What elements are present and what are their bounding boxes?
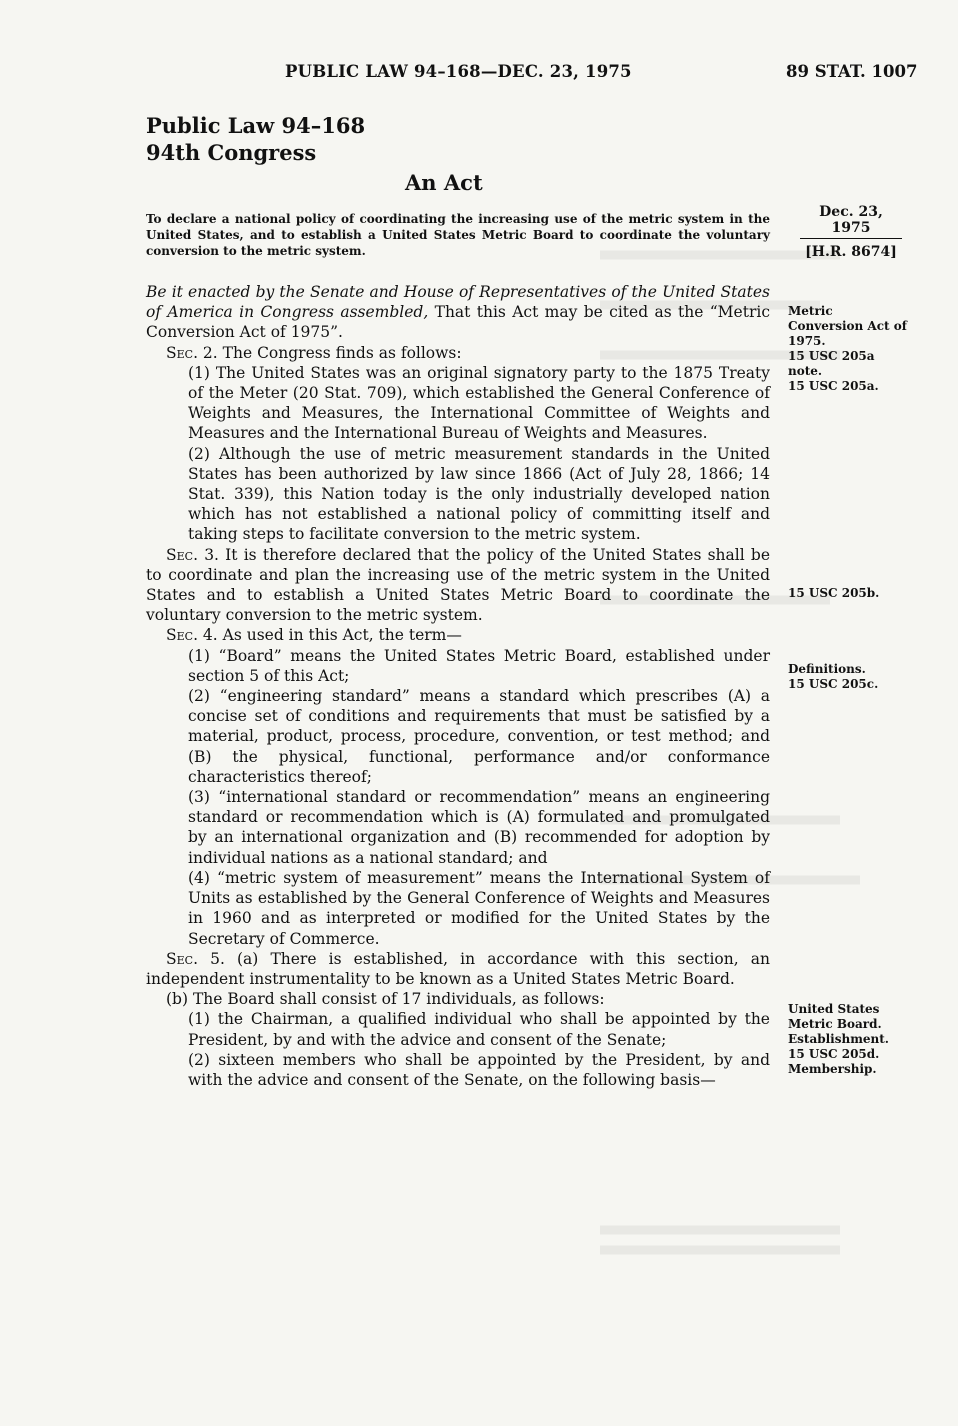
margin-note-line: Metric [788,304,833,318]
act-body [146,282,770,1090]
margin-note-policy [788,586,928,601]
margin-note-line: Conversion Act of [788,319,907,333]
enactment-date: Dec. 23, 1975 [800,204,902,239]
section-5-b: (b) The Board shall consist of 17 individuals, as follows: [166,990,605,1009]
margin-note-line: 1975. [788,334,826,348]
section-4-para-1: (1) “Board” means the United States Metric Board, established under section 5 of this Act; [188,646,770,685]
margin-note-line: United States [788,1002,880,1016]
margin-note-line: Membership. [788,1062,877,1076]
margin-note-line: Definitions. [788,662,866,676]
enacting-clause-text: That this Act may be cited as the “Metric Conversion Act of 1975”. [146,303,770,342]
margin-note-line: 15 USC 205c. [788,677,879,691]
act-purpose: To declare a national policy of coordinating the increasing use of the metric system in the United States, and to establish a United States Metric Board to coordinate the voluntary conversion to the metric system. [146,212,770,258]
congress-number: 94th Congress [146,140,317,165]
act-heading: An Act [405,170,483,195]
margin-note-line: Establishment. [788,1032,889,1046]
section-2-para-2: (2) Although the use of metric measurement standards in the United States has been authorized by law since 1866 (Act of July 28, 1866; 14 Stat. 339), this Nation today is the only industrially developed nation which has not established a national policy of committing itself and taking steps to facilitate conversion to the metric system. [188,444,770,544]
section-5-label: Sec. 5. [166,949,225,968]
margin-note-short-title [788,304,928,394]
margin-note-metric-board [788,1002,928,1077]
margin-note-line: Metric Board. [788,1017,882,1031]
section-4-label: Sec. 4. [166,626,218,645]
law-title-block [146,112,365,166]
section-2 [146,343,770,363]
section-4-para-2: (2) “engineering standard” means a standard which prescribes (A) a concise set of conditions and requirements that must be satisfied by a material, product, process, procedure, convention, or test method; and (B) the physical, functional, performance and/or conformance characteristics thereof; [188,687,770,786]
section-2-para-1: (1) The United States was an original signatory party to the 1875 Treaty of the Meter (20 Stat. 709), which established the General Conference of Weights and Measures, the International Committee of Weights and Measures and the International Bureau of Weights and Measures. [188,363,770,443]
margin-note-line: note. [788,364,823,378]
section-3-label: Sec. 3. [166,545,219,564]
margin-note-line: 15 USC 205a [788,349,875,363]
section-5-text: (a) There is established, in accordance with this section, an independent instrumentality to be known as a United States Metric Board. [146,949,770,988]
section-2-label: Sec. 2. [166,343,218,362]
margin-note-definitions [788,662,928,692]
section-4-para-3: (3) “international standard or recommendation” means an engineering standard or recommendation which is (A) formulated and promulgated by an international organization and (B) recommended for adoption by individual nations as a national standard; and [188,788,770,867]
section-5-b-1: (1) the Chairman, a qualified individual who shall be appointed by the President, by and with the advice and consent of the Senate; [188,1010,770,1049]
running-head: PUBLIC LAW 94–168—DEC. 23, 1975 [285,62,632,81]
section-4 [146,625,770,645]
enacting-clause [146,282,770,343]
public-law-number: Public Law 94–168 [146,113,366,138]
section-3-text: It is therefore declared that the policy of the United States shall be to coordinate and plan the increasing use of the metric system in the United States and to establish a United States Metric Board to coordinate the voluntary conversion to the metric system. [146,545,770,625]
bill-number: [H.R. 8674] [805,244,897,260]
margin-note-line: 15 USC 205d. [788,1047,880,1061]
section-4-text: As used in this Act, the term— [217,626,462,645]
margin-note-line: 15 USC 205b. [788,586,880,600]
section-5-b-2: (2) sixteen members who shall be appointed by the President, by and with the advice and consent of the Senate, on the following basis— [188,1050,770,1089]
section-4-para-4: (4) “metric system of measurement” means the International System of Units as established by the General Conference of Weights and Measures in 1960 and as interpreted or modified for the United States by the Secretary of Commerce. [188,868,770,948]
enacting-clause-italic: Be it enacted by the Senate and House of Representatives of the United States of America in Congress assembled, [146,283,770,322]
margin-note-line: 15 USC 205a. [788,379,879,393]
sidebar-date-block [800,204,902,260]
stat-reference: 89 STAT. 1007 [786,62,918,81]
section-2-text: The Congress finds as follows: [217,343,462,362]
section-5 [146,949,770,989]
section-3 [146,545,770,626]
